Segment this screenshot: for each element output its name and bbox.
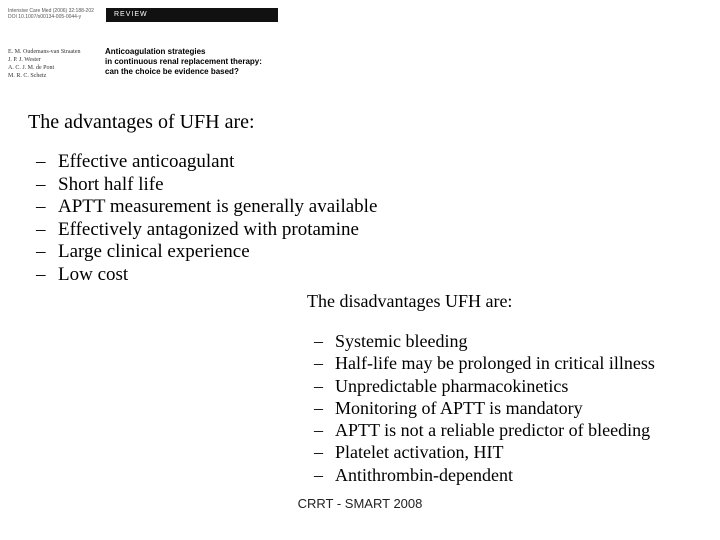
list-item-text: Platelet activation, HIT [335, 442, 504, 463]
section-label: REVIEW [114, 11, 148, 18]
section-banner [106, 8, 278, 22]
journal-citation-line: DOI 10.1007/s00134-005-0044-y [8, 14, 82, 20]
advantages-list [36, 151, 377, 286]
dash-bullet: – [314, 353, 323, 374]
disadvantages-list [314, 330, 655, 486]
list-item [314, 330, 655, 352]
list-item-text: Monitoring of APTT is mandatory [335, 397, 583, 418]
author-name: E. M. Oudemans-van Straaten [8, 49, 81, 55]
list-item-text: Systemic bleeding [335, 331, 468, 351]
advantages-heading: The advantages of UFH are: [28, 111, 255, 133]
dash-bullet: – [36, 173, 46, 195]
dash-bullet: – [36, 151, 46, 172]
dash-bullet: – [314, 397, 323, 418]
list-item-text: Low cost [58, 263, 129, 285]
dash-bullet: – [36, 196, 46, 217]
list-item-text: Effectively antagonized with protamine [58, 218, 359, 240]
author-name: M. R. C. Schetz [8, 73, 47, 79]
article-title-line: can the choice be evidence based? [105, 67, 239, 76]
author-list [8, 48, 103, 80]
list-item-text: Antithrombin-dependent [335, 464, 513, 485]
list-item [314, 419, 655, 441]
list-item-text: APTT is not a reliable predictor of bleeding [335, 420, 651, 441]
list-item [36, 174, 377, 197]
article-title [105, 47, 305, 77]
list-item-text: Short half life [58, 173, 164, 195]
disadvantages-heading: The disadvantages UFH are: [307, 291, 513, 311]
list-item-text: Large clinical experience [58, 241, 250, 262]
list-item [36, 264, 377, 287]
list-item [36, 241, 377, 264]
list-item-text: Effective anticoagulant [58, 151, 235, 172]
list-item-text: Unpredictable pharmacokinetics [335, 375, 569, 396]
dash-bullet: – [314, 375, 323, 396]
list-item-text: APTT measurement is generally available [58, 196, 378, 217]
dash-bullet: – [314, 464, 323, 485]
author-name: A. C. J. M. de Pont [8, 65, 55, 71]
list-item [36, 219, 377, 242]
dash-bullet: – [36, 218, 46, 240]
list-item [314, 352, 655, 374]
slide-footer: CRRT - SMART 2008 [297, 496, 423, 511]
list-item [314, 397, 655, 419]
journal-citation [8, 8, 108, 20]
article-title-line: in continuous renal replacement therapy: [105, 57, 262, 66]
author-name: J. P. J. Wester [8, 57, 41, 63]
article-title-line: Anticoagulation strategies [105, 47, 206, 56]
dash-bullet: – [314, 331, 323, 351]
dash-bullet: – [36, 241, 46, 262]
list-item-text: Half-life may be prolonged in critical illness [335, 353, 655, 374]
list-item [36, 196, 377, 219]
journal-citation-line: Intensive Care Med (2006) 32:188-202 [8, 8, 94, 14]
list-item [314, 375, 655, 397]
list-item [36, 151, 377, 174]
list-item [314, 464, 655, 486]
dash-bullet: – [314, 420, 323, 441]
list-item [314, 441, 655, 463]
dash-bullet: – [36, 263, 46, 285]
dash-bullet: – [314, 442, 323, 463]
